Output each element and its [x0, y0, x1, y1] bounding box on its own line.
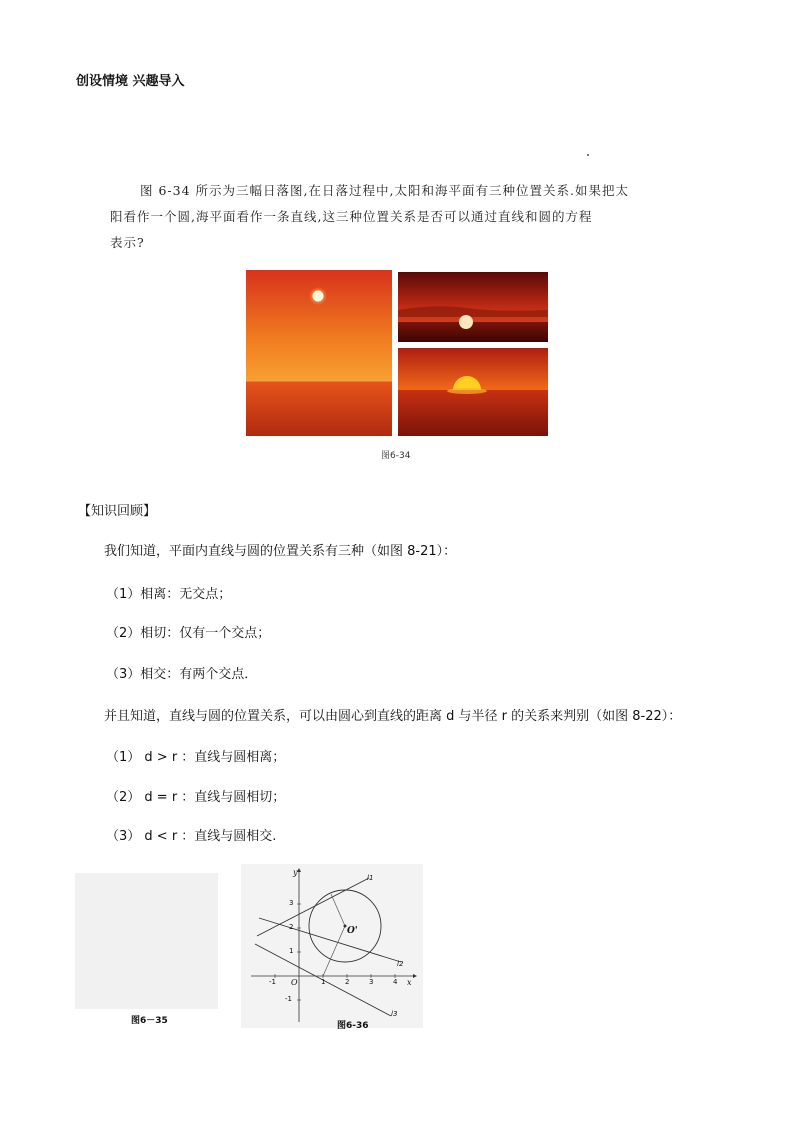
intro-paragraph [110, 178, 690, 256]
sunset-photo-tangent [398, 272, 548, 342]
y-tick-label: 3 [289, 899, 294, 907]
y-tick-label: 2 [289, 923, 294, 931]
sunset-photo-high [246, 270, 392, 436]
center-label: O' [347, 926, 358, 936]
review-paragraph-1: 我们知道，平面内直线与圆的位置关系有三种（如图 8-21）： [104, 544, 457, 559]
line-l2 [259, 918, 401, 962]
section-heading: 创设情境 兴趣导入 [76, 74, 185, 89]
x-tick-label: 3 [369, 978, 374, 986]
figure-635-caption: 图6－35 [131, 1016, 168, 1026]
x-tick-label: 4 [393, 978, 398, 986]
x-axis-label: x [407, 978, 412, 987]
sunset-photo-intersect [398, 348, 548, 436]
review-heading: 【知识回顾】 [78, 504, 157, 519]
intro-line-1: 图 6-34 所示为三幅日落图,在日落过程中,太阳和海平面有三种位置关系.如果把太 [140, 183, 629, 198]
list-item: （2） d = r ：直线与圆相切； [106, 790, 286, 805]
x-tick-label: 1 [321, 978, 326, 986]
origin-label: O [291, 978, 298, 987]
review-paragraph-2: 并且知道，直线与圆的位置关系，可以由圆心到直线的距离 d 与半径 r 的关系来判别（如图 8-22）： [104, 709, 682, 724]
x-tick-label: 2 [345, 978, 350, 986]
scan-speck [587, 154, 589, 156]
sunset-photos-figure [246, 270, 550, 436]
figure-636-image [241, 864, 423, 1028]
line-l3-label: l3 [391, 1010, 398, 1018]
list-item: （1）相离：无交点； [106, 587, 232, 602]
list-item: （1） d > r ：直线与圆相离； [106, 750, 286, 765]
intro-line-3: 表示? [110, 235, 145, 250]
figure-636-caption: 图6-36 [337, 1021, 369, 1031]
figure-635-image [75, 873, 218, 1009]
y-tick-label: 1 [289, 947, 294, 955]
intro-line-2: 阳看作一个圆,海平面看作一条直线,这三种位置关系是否可以通过直线和圆的方程 [110, 209, 593, 224]
figure-634-caption: 图6-34 [381, 451, 411, 461]
line-l1-label: l1 [367, 874, 374, 882]
list-item: （3） d < r ：直线与圆相交. [106, 829, 277, 844]
list-item: （2）相切：仅有一个交点； [106, 626, 271, 641]
coordinate-diagram [241, 864, 423, 1028]
x-tick-label: -1 [269, 978, 276, 986]
list-item: （3）相交：有两个交点． [106, 667, 258, 682]
y-axis-label: y [293, 868, 298, 877]
y-tick-label: -1 [285, 995, 292, 1003]
line-l2-label: l2 [397, 960, 404, 968]
